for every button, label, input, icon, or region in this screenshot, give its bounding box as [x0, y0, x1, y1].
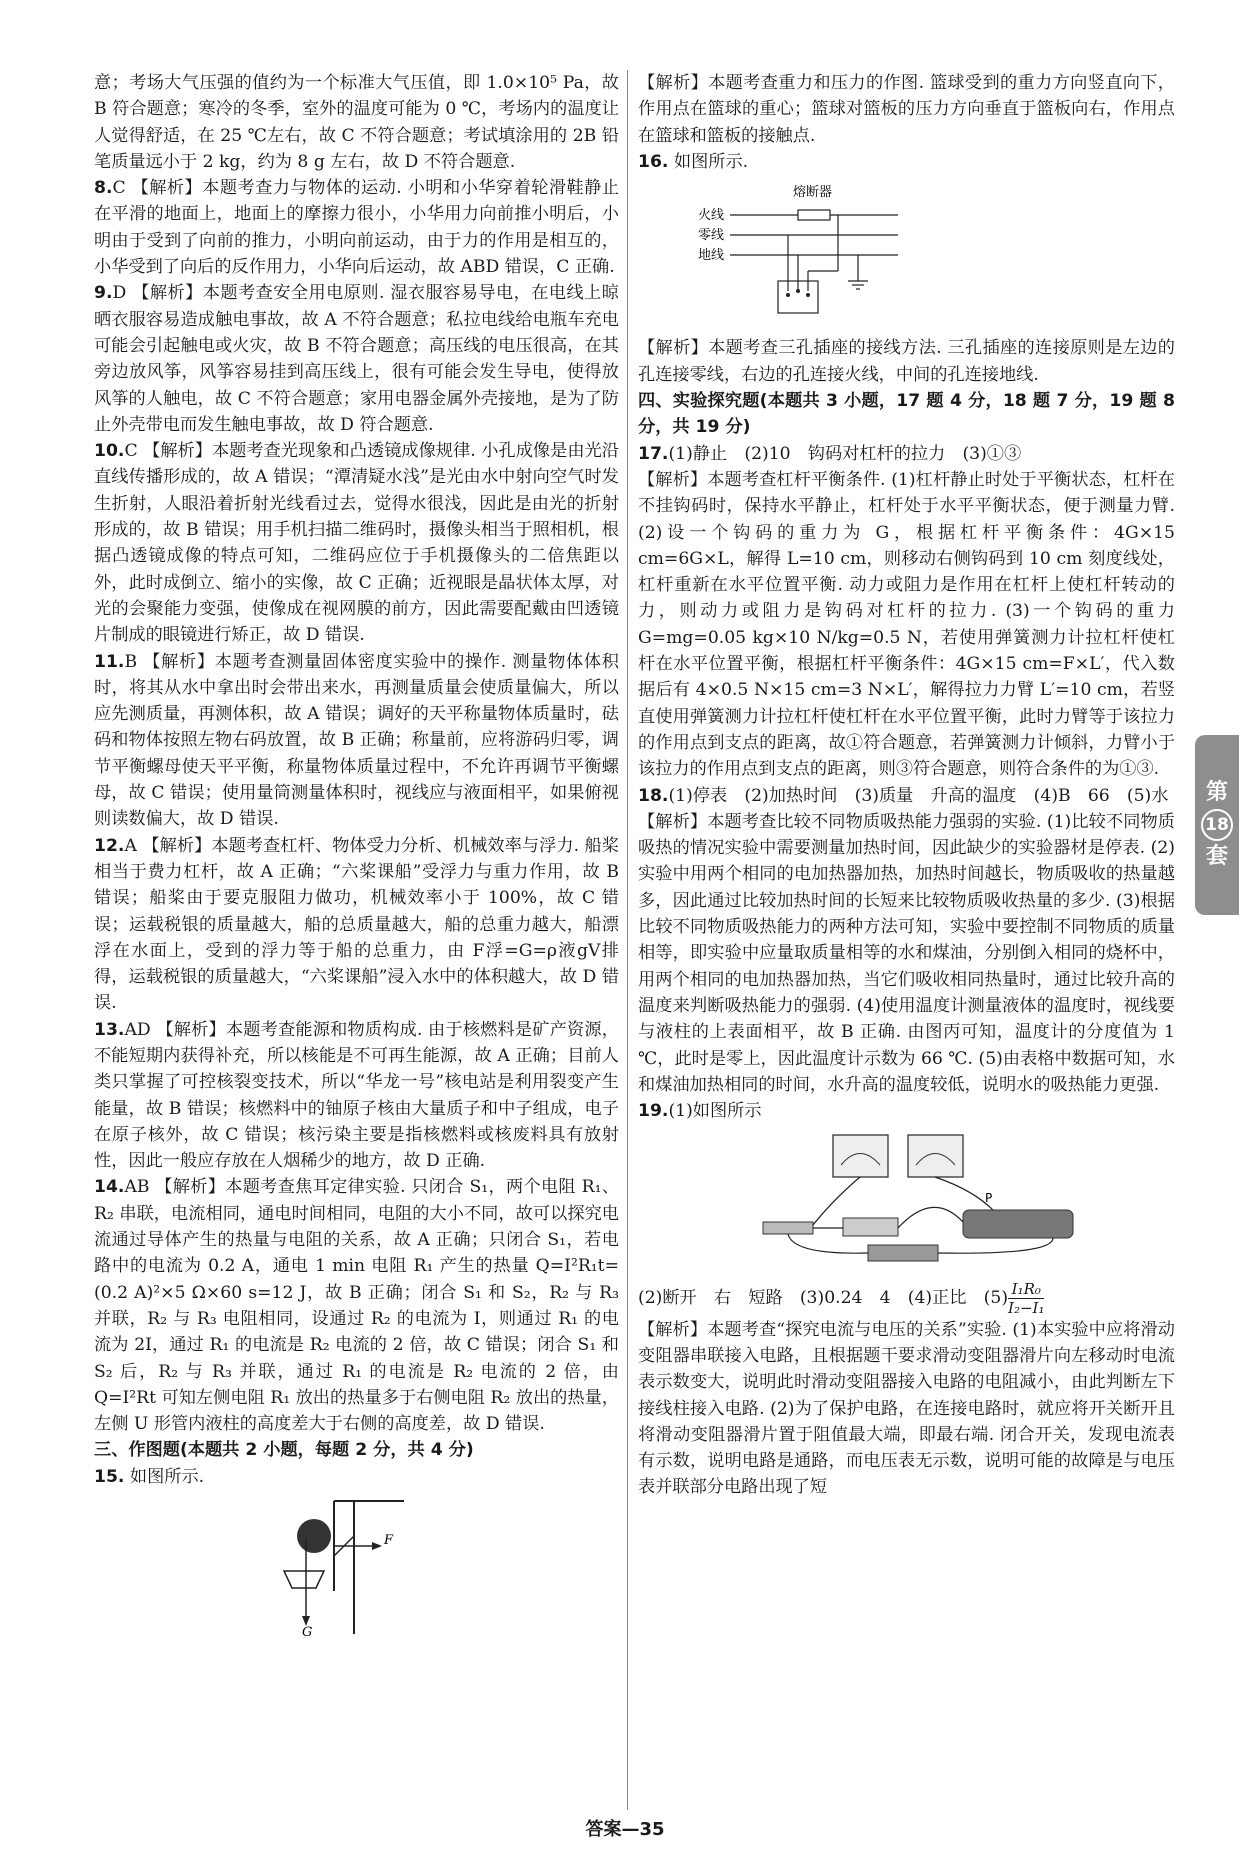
paragraph-q19-analysis: 【解析】本题考查“探究电流与电压的关系”实验. (1)本实验中应将滑动变阻器串联接入电路，且根据题干要求滑动变阻器滑片向左移动时电流表示数变大，说明此时滑动变阻器接入电路的电阻减小，由此判断左下接线柱接入电路. (2)为了保护电路，在连接电路时，就应将开关断开且将滑动变阻器滑片置于阻值最大端，即最右端. 闭合开关，发现电流表有示数，说明电路是通路，而电压表无示数，说明可能的故障是与电压表并联部分电路出现了短 — [638, 1319, 1175, 1498]
right-column — [638, 70, 1175, 1501]
paragraph-q9: 9.D 【解析】本题考查安全用电原则. 湿衣服容易导电，在电线上晾晒衣服容易造成触电事故，故 A 不符合题意；私拉电线给电瓶车充电可能会引起触电或火灾，故 B 不符合题意；高压线的电压很高，在其旁边放风筝，风筝容易挂到高压线上，很有可能会发生导电，使得放风筝的人触电，故 C 不符合题意；家用电器金属外壳接地，是为了防止外壳带电而发生触电事故，故 D 符合题意. — [94, 283, 619, 435]
fuse-icon — [798, 210, 830, 220]
circuit-diagram — [753, 1130, 1103, 1265]
left-column — [94, 70, 619, 1650]
set-number-tab: 第 18 套 — [1195, 735, 1239, 915]
ammeter-icon — [908, 1135, 963, 1177]
force-label: F — [384, 1533, 394, 1549]
paragraph-q10: 10.C 【解析】本题考查光现象和凸透镜成像规律. 小孔成像是由光沿直线传播形成的，故 A 错误；“潭清疑水浅”是光由水中射向空气时发生折射，人眼沿着折射光线看过去，觉得水很浅，因此是由光的折射形成的，故 B 错误；用手机扫描二维码时，摄像头相当于照相机，根据凸透镜成像的特点可知，二维码应位于手机摄像头的二倍焦距以外，此时成倒立、缩小的实像，故 C 正确；近视眼是晶状体太厚，对光的会聚能力变强，使像成在视网膜的前方，因此需要配戴由凹透镜片制成的眼镜进行矫正，故 D 错误. — [94, 441, 619, 646]
column-divider — [627, 70, 628, 1810]
paragraph-q14: 14.AB 【解析】本题考查焦耳定律实验. 只闭合 S₁，两个电阻 R₁、R₂ 串联，电流相同，通电时间相同，电阻的大小不同，故可以探究电流通过导体产生的热量与电阻的关系，故 A 正确；只闭合 S₁，若电路中的电流为 0.2 A，通电 1 min 电阻 R₁ 产生的热量 Q=I²R₁t=(0.2 A)²×5 Ω×60 s=12 J，故 B 正确；闭合 S₁ 和 S₂，R₂ 与 R₃ 并联，R₂ 与 R₃ 电阻相同，设通过 R₂ 的电流为 I，则通过 R₁ 的电流为 2I，通过 R₁ 的电流是 R₂ 电流的 2 倍，故 C 错误；闭合 S₁ 和 S₂ 后，R₂ 与 R₃ 并联，通过 R₁ 的电流是 R₂ 电流的 2 倍，由 Q=I²Rt 可知左侧电阻 R₁ 放出的热量多于右侧电阻 R₂ 放出的热量，左侧 U 形管内液柱的高度差大于右侧的高度差，故 D 错误. — [94, 1177, 619, 1435]
ground-wire-label: 地线 — [698, 248, 725, 264]
figure-circuit-photo — [638, 1130, 1175, 1273]
paragraph-q12: 12.A 【解析】本题考查杠杆、物体受力分析、机械效率与浮力. 船桨相当于费力杠杆，故 A 正确；“六桨课船”受浮力与重力作用，故 B 错误；船桨由于要克服阻力做功，机械效率小于 100%，故 C 错误；运载税银的质量越大，船的总质量越大，船的总重力越大，船漂浮在水面上，受到的浮力等于船的总重力，由 F浮=G=ρ液gV排 得，运载税银的质量越大，“六桨课船”浸入水中的体积越大，故 D 错误. — [94, 835, 619, 1014]
rheostat-icon — [963, 1210, 1073, 1238]
paragraph-q11: 11.B 【解析】本题考查测量固体密度实验中的操作. 测量物体体积时，将其从水中拿出时会带出来水，再测量质量会使质量偏大，所以应先测质量，再测体积，故 A 错误；调好的天平称量物体质量时，砝码和物体按照左物右码放置，故 B 正确；称量前，应将游码归零，调节平衡螺母使天平平衡，称量物体质量过程中，不允许再调节平衡螺母，故 C 错误；使用量筒测量体积时，视线应与液面相平，如果俯视则读数偏大，故 D 错误. — [94, 651, 619, 830]
paragraph-q18-analysis: 【解析】本题考查比较不同物质吸热能力强弱的实验. (1)比较不同物质吸热的情况实验中需要测量加热时间，因此缺少的实验器材是停表. (2)实验中用两个相同的电加热器加热，加热时间越长，物质吸收的热量越多，因此通过比较加热时间的长短来比较物质吸收热量的多少. (3)根据比较不同物质吸热能力的两种方法可知，实验中要控制不同物质的质量相等，即实验中应量取质量相等的水和煤油，分别倒入相同的烧杯中，用两个相同的电加热器加热，当它们吸收相同热量时，通过比较升高的温度来判断吸热能力的强弱. (4)使用温度计测量液体的温度时，视线要与液柱的上表面相平，故 B 正确. 由图丙可知，温度计的分度值为 1 ℃，此时是零上，因此温度计示数为 66 ℃. (5)由表格中数据可知，水和煤油加热相同的时间，水升高的温度较低，说明水的吸热能力更强. — [638, 811, 1175, 1095]
paragraph-q17-analysis: 【解析】本题考查杠杆平衡条件. (1)杠杆静止时处于平衡状态，杠杆在不挂钩码时，保持水平静止，杠杆处于水平平衡状态，便于测量力臂. (2)设一个钩码的重力为 G，根据杠杆平衡条件：4G×15 cm=6G×L，解得 L=10 cm，则移动右侧钩码到 10 cm 刻度线处，杠杆重新在水平位置平衡. 动力或阻力是作用在杠杆上使杠杆转动的力，则动力或阻力是钩码对杠杆的拉力. (3)一个钩码的重力 G=mg=0.05 kg×10 N/kg=0.5 N，若使用弹簧测力计拉杠杆使杠杆在水平位置平衡，根据杠杆平衡条件：4G×15 cm=F×L′，代入数据后有 4×0.5 N×15 cm=3 N×L′，解得拉力力臂 L′=10 cm，若竖直使用弹簧测力计拉杠杆使杠杆在水平位置平衡，此时力臂等于该拉力的作用点到支点的距离，故①符合题意，若弹簧测力计倾斜，力臂小于该拉力的作用点到支点的距离，则③符合题意，则符合条件的为①③. — [638, 469, 1175, 780]
live-wire-label: 火线 — [698, 208, 725, 224]
paragraph-q7-tail: 意；考场大气压强的值约为一个标准大气压值，即 1.0×10⁵ Pa，故 B 符合题意；寒冷的冬季，室外的温度可能为 0 ℃，考场内的温度让人觉得舒适，在 25 ℃左右，故 C 不符合题意；考试填涂用的 2B 铅笔质量远小于 2 kg，约为 8 g 左右，故 D 不符合题意. — [94, 73, 619, 172]
section-heading-drawing: 三、作图题(本题共 2 小题，每题 2 分，共 4 分) — [94, 1440, 474, 1461]
paragraph-q8: 8.C 【解析】本题考查力与物体的运动. 小明和小华穿着轮滑鞋静止在平滑的地面上，地面上的摩擦力很小，小华用力向前推小明后，小明由于受到了向前的推力，小明向前运动，由于力的作用是相互的，小华受到了向后的反作用力，小华向后运动，故 ABD 错误，C 正确. — [94, 178, 620, 278]
neutral-wire-label: 零线 — [698, 228, 725, 244]
voltmeter-icon — [833, 1135, 888, 1177]
basketball-diagram — [244, 1496, 464, 1636]
basket-icon — [284, 1571, 324, 1588]
socket-wiring-diagram — [698, 181, 918, 321]
paragraph-q16: 16. 如图所示. — [638, 151, 749, 172]
section-heading-experiment: 四、实验探究题(本题共 3 小题，17 题 4 分，18 题 7 分，19 题 8 分，共 19 分) — [638, 391, 1175, 438]
page-footer: 答案—35 — [585, 1819, 665, 1840]
paragraph-q19: 19.(1)如图所示 — [638, 1101, 762, 1122]
battery-icon — [868, 1245, 938, 1261]
paragraph-q19-answers: (2)断开 右 短路 (3)0.24 4 (4)正比 (5) $\frac{\text{I₁R₀}}{\text{I₂−I₁}}$ — [638, 1279, 1045, 1317]
paragraph-q13: 13.AD 【解析】本题考查能源和物质构成. 由于核燃料是矿产资源，不能短期内获得补充，所以核能是不可再生能源，故 A 正确；目前人类只掌握了可控核裂变技术，所以“华龙一号”核电站是利用裂变产生能量，故 B 错误；核燃料中的铀原子核由大量质子和中子组成，电子在原子核外，故 C 错误；核污染主要是指核燃料或核废料具有放射性，因此一般应存放在人烟稀少的地方，故 D 正确. — [94, 1019, 619, 1172]
switch-icon — [763, 1222, 813, 1234]
resistor-icon — [843, 1218, 898, 1236]
paragraph-q15: 15. 如图所示. — [94, 1466, 205, 1487]
fuse-label: 熔断器 — [793, 185, 833, 201]
paragraph-q16-analysis: 【解析】本题考查三孔插座的接线方法. 三孔插座的连接原则是左边的孔连接零线，右边的孔连接火线，中间的孔连接地线. — [638, 338, 1175, 385]
paragraph-q17: 17.(1)静止 (2)10 钩码对杠杆的拉力 (3)①③ — [638, 443, 1022, 464]
figure-basketball-force — [94, 1496, 619, 1644]
paragraph-q18: 18.(1)停表 (2)加热时间 (3)质量 升高的温度 (4)B 66 (5)水 — [638, 785, 1169, 806]
paragraph-q15-analysis: 【解析】本题考查重力和压力的作图. 篮球受到的重力方向竖直向下，作用点在篮球的重心；篮球对篮板的压力方向垂直于篮板向右，作用点在篮球和篮板的接触点. — [638, 73, 1175, 146]
figure-socket-wiring — [638, 181, 1175, 329]
slider-label: P — [985, 1191, 993, 1206]
formula-fraction: $\frac{\text{I₁R₀}}{\text{I₂−I₁}}$ — [1008, 1279, 1045, 1317]
gravity-label: G — [302, 1625, 313, 1637]
basketball-icon — [297, 1519, 331, 1553]
